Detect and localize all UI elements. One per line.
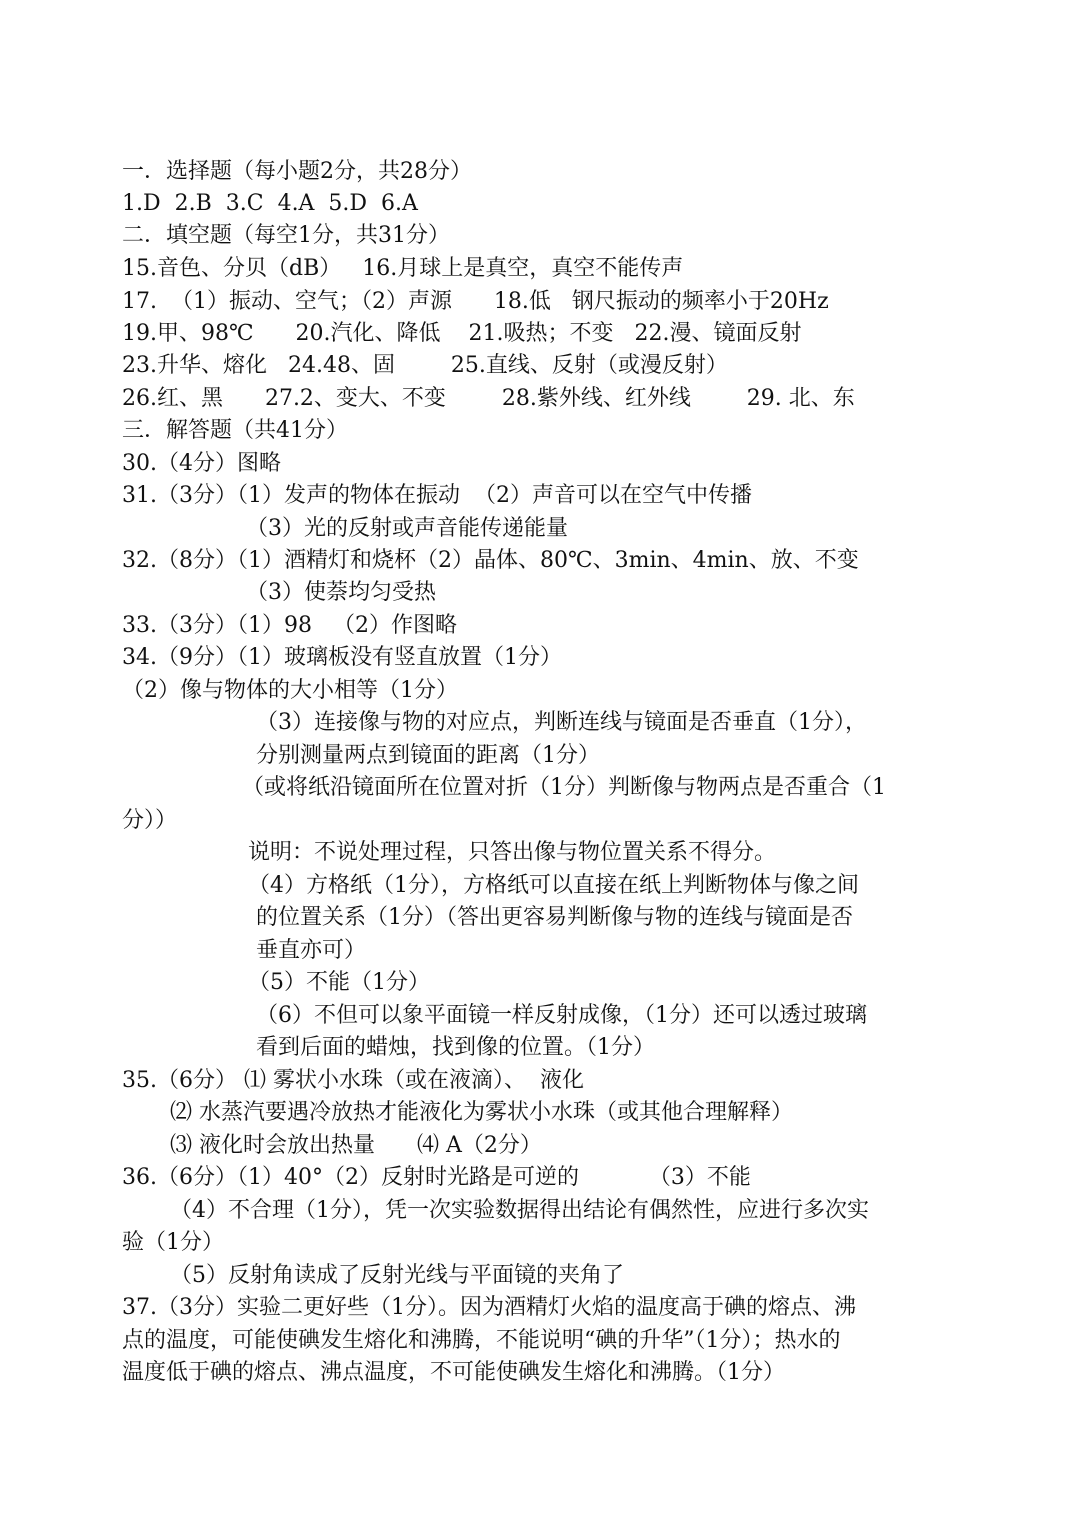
answer-34-line-2: （2）像与物体的大小相等（1分） (122, 678, 458, 703)
answer-34-line-5: （或将纸沿镜面所在位置对折（1分）判断像与物两点是否重合（1 (242, 775, 886, 800)
answer-36-line-4: （5）反射角读成了反射光线与平面镜的夹角了 (170, 1263, 624, 1288)
answer-33: 33.（3分）（1）98 （2）作图略 (122, 613, 457, 638)
fill-answers-17-18: 17. （1）振动、空气；（2）声源 18.低 钢尺振动的频率小于20Hz (122, 289, 829, 314)
answer-34-line-4: 分别测量两点到镜面的距离（1分） (256, 743, 600, 768)
answer-36-line-2: （4）不合理（1分），凭一次实验数据得出结论有偶然性，应进行多次实 (170, 1198, 869, 1223)
fill-answers-15-16: 15.音色、分贝（dB） 16.月球上是真空，真空不能传声 (122, 256, 684, 281)
fill-answers-26-29: 26.红、黑 27.2、变大、不变 28.紫外线、红外线 29. 北、东 (122, 386, 855, 411)
answer-37-line-2: 点的温度，可能使碘发生熔化和沸腾，不能说明“碘的升华”（1分）；热水的 (122, 1328, 841, 1353)
answer-34-note: 说明：不说处理过程，只答出像与物位置关系不得分。 (248, 840, 777, 865)
answer-36-line-1: 36.（6分）（1）40°（2）反射时光路是可逆的 （3）不能 (122, 1165, 751, 1190)
answer-37-line-1: 37.（3分）实验二更好些（1分）。因为酒精灯火焰的温度高于碘的熔点、沸 (122, 1295, 856, 1320)
answer-35-line-3: ⑶ 液化时会放出热量 ⑷ A（2分） (170, 1133, 542, 1158)
section-3-heading: 三．解答题（共41分） (122, 418, 348, 443)
answer-34-line-3: （3）连接像与物的对应点，判断连线与镜面是否垂直（1分）， (256, 710, 867, 735)
answer-34-line-13: 看到后面的蜡烛，找到像的位置。（1分） (256, 1035, 655, 1060)
answer-30: 30.（4分）图略 (122, 451, 281, 476)
answer-35-line-2: ⑵ 水蒸汽要遇冷放热才能液化为雾状小水珠（或其他合理解释） (170, 1100, 793, 1125)
answer-37-line-3: 温度低于碘的熔点、沸点温度，不可能使碘发生熔化和沸腾。（1分） (122, 1360, 785, 1385)
answer-31-line-1: 31.（3分）（1）发声的物体在振动 （2）声音可以在空气中传播 (122, 483, 752, 508)
choice-answers: 1.D 2.B 3.C 4.A 5.D 6.A (122, 191, 418, 216)
answer-32-line-1: 32.（8分）（1）酒精灯和烧杯（2）晶体、80℃、3min、4min、放、不变 (122, 548, 859, 573)
answer-34-line-11: （5）不能（1分） (248, 970, 430, 995)
fill-answers-19-22: 19.甲、98℃ 20.汽化、降低 21.吸热；不变 22.漫、镜面反射 (122, 321, 802, 346)
section-1-heading: 一．选择题（每小题2分，共28分） (122, 159, 472, 184)
answer-35-line-1: 35.（6分） ⑴ 雾状小水珠（或在液滴）、 液化 (122, 1068, 584, 1093)
answer-34-line-1: 34.（9分）（1）玻璃板没有竖直放置（1分） (122, 645, 562, 670)
fill-answers-23-25: 23.升华、熔化 24.48、固 25.直线、反射（或漫反射） (122, 353, 728, 378)
section-2-heading: 二．填空题（每空1分，共31分） (122, 223, 450, 248)
answer-34-line-10: 垂直亦可） (256, 938, 367, 963)
answer-34-line-12: （6）不但可以象平面镜一样反射成像，（1分）还可以透过玻璃 (256, 1003, 867, 1028)
answer-32-line-2: （3）使萘均匀受热 (246, 580, 436, 605)
answer-31-line-2: （3）光的反射或声音能传递能量 (246, 516, 568, 541)
answer-34-line-6: 分）） (122, 808, 178, 833)
answer-36-line-3: 验（1分） (122, 1230, 224, 1255)
answer-34-line-9: 的位置关系（1分）（答出更容易判断像与物的连线与镜面是否 (256, 905, 853, 930)
answer-34-line-8: （4）方格纸（1分），方格纸可以直接在纸上判断物体与像之间 (248, 873, 859, 898)
